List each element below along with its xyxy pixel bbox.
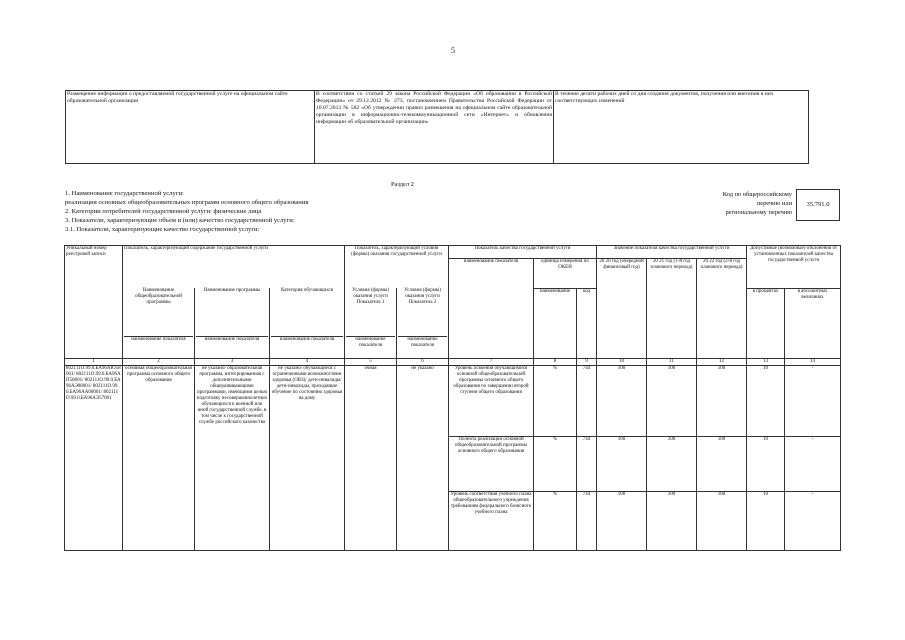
value-2-cell: 100 xyxy=(647,437,697,492)
unit-code-cell: 744 xyxy=(577,437,597,492)
info-content-cell: В соответствии со статьей 29 закона Российской Федерации «Об образовании в Российской Федерации» от 29.12.2012 № 273, постановлением Правительства Российской Федерации от 10.07.2013 № 582 «Об утверждении правил размещения на официальном сайте образовательной организации в информационно-телекоммуникационной сети «Интернет» и обновления информации об образовательной организации» xyxy=(315,91,554,164)
col-num: 8 xyxy=(534,359,577,366)
deviation-absolute-cell: - xyxy=(785,492,841,551)
col-num: 9 xyxy=(577,359,597,366)
header-row-2 xyxy=(65,258,841,288)
value-1-cell: 100 xyxy=(597,366,647,437)
line-2: реализация основных общеобразовательных программ основного общего образования xyxy=(65,199,309,206)
okpd-label xyxy=(650,190,792,217)
header-conditions: Показатель, характеризующий условия (формы) оказания государственной услуги xyxy=(345,246,449,259)
header-program-name: Наименование общеобразовательной программы наименование показателя xyxy=(123,288,195,359)
col-num: 7 xyxy=(449,359,534,366)
header-unique-number: Уникальный номер реестровой записи xyxy=(65,246,123,359)
deviation-percent-cell: 10 xyxy=(747,366,785,437)
col-num: 10 xyxy=(597,359,647,366)
header-category: Категория обучающихся наименование показателя xyxy=(270,288,345,359)
deviation-absolute-cell: - xyxy=(785,437,841,492)
header-year-2: 20 21 год (1-й год планового периода) xyxy=(647,258,697,359)
header-condition-1: Условия (формы) оказания услуги Показатель 1 наименование показателя xyxy=(345,288,397,359)
value-2-cell: 100 xyxy=(647,366,697,437)
info-frequency-cell: В течение десяти рабочих дней со дня создания документов, получения или внесения в них соответствующих изменений xyxy=(554,91,809,164)
header-absolute: в абсолютных величинах xyxy=(785,288,841,359)
header-values: Значение показателя качества государственной услуги xyxy=(597,246,747,259)
header-quality: Показатель качества государственной услуги xyxy=(449,246,597,259)
header-unit-code: код xyxy=(577,288,597,359)
line-5: 3.1. Показатели, характеризующие качество государственной услуги: xyxy=(65,226,260,233)
deviation-absolute-cell: - xyxy=(785,366,841,437)
okpd-label-line-2: перечню или xyxy=(756,200,792,207)
unit-code-cell: 744 xyxy=(577,492,597,551)
value-3-cell: 100 xyxy=(697,492,747,551)
header-content: Показатель, характеризующий содержание государственной услуги xyxy=(123,246,345,259)
service-description xyxy=(65,189,308,234)
unique-codes-cell: 802111О.99.0.БА96АЮ58001/ 802111О.99.0.БА96АП58001/ 802111О.99.0.БА96АЭ08001/ 802111О.99.0.БА96АА00001/ 802111О.99.0.БА96АЭ57001 xyxy=(65,366,123,551)
okpd-code-box: 35.791.0 xyxy=(796,189,840,221)
col-num: 6 xyxy=(397,359,449,366)
col-num: 3 xyxy=(195,359,270,366)
col-num: 5 xyxy=(345,359,397,366)
section-title: Раздел 2 xyxy=(391,181,414,188)
indicator-name-cell: Уровень освоения обучающимися основной общеобразовательной программы основного общего образования по завершении второй ступени общего образования xyxy=(449,366,534,437)
program-name-cell: основная общеобразовательная программа основного общего образования xyxy=(123,366,195,551)
line-3: 2. Категории потребителей государственной услуги: физические лица xyxy=(65,208,262,215)
header-program: Наименование программы наименование показателя xyxy=(195,288,270,359)
header-condition-2: Условия (формы) оказания услуги Показатель 2 наименование показателя xyxy=(397,288,449,359)
header-unit: единица измерения по ОКЕИ xyxy=(534,258,597,288)
page-number: 5 xyxy=(451,46,455,55)
col-num: 14 xyxy=(785,359,841,366)
col-num: 4 xyxy=(270,359,345,366)
header-indicator-name: наименование показателя xyxy=(449,258,534,359)
condition-2-cell: не указано xyxy=(397,366,449,551)
col-num: 11 xyxy=(647,359,697,366)
header-row-1 xyxy=(65,246,841,259)
unit-cell: % xyxy=(534,366,577,437)
header-year-3: 20 22 год (2-й год планового периода) xyxy=(697,258,747,359)
unit-code-cell: 744 xyxy=(577,366,597,437)
value-1-cell: 100 xyxy=(597,437,647,492)
value-2-cell: 100 xyxy=(647,492,697,551)
indicator-name-cell: Уровень соответствия учебного плана общеобразовательного учреждения требованиям федерального базисного учебного плана xyxy=(449,492,534,551)
deviation-percent-cell: 10 xyxy=(747,492,785,551)
header-unit-name: наименование xyxy=(534,288,577,359)
table-row xyxy=(66,91,809,164)
line-1: 1. Наименование государственной услуги: xyxy=(65,190,184,197)
okpd-label-line-1: Код по общероссийскому xyxy=(722,191,792,198)
category-cell: не указано/ обучающиеся с ограниченными возможностями здоровья (ОВЗ)/ дети-инвалиды/ дети-инвалиды, проходящие обучение по состоянию здоровья на дому xyxy=(270,366,345,551)
column-numbers-row xyxy=(65,359,841,366)
unit-cell: % xyxy=(534,437,577,492)
header-percent: в процентах xyxy=(747,288,785,359)
quality-indicators-table xyxy=(64,245,841,551)
program-cell: не указано/ образовательная программа, интегрированная с дополнительными общеразвивающими программами, имеющими целью подготовку несовершеннолетних обучающихся к военной или иной государственной службе, в том числе к государственной службе российского казачества xyxy=(195,366,270,551)
col-num: 2 xyxy=(123,359,195,366)
col-num: 1 xyxy=(65,359,123,366)
col-num: 13 xyxy=(747,359,785,366)
table-row xyxy=(65,366,841,437)
indicator-name-cell: Полнота реализации основной общеобразовательной программы основного общего образования xyxy=(449,437,534,492)
value-3-cell: 100 xyxy=(697,366,747,437)
unit-cell: % xyxy=(534,492,577,551)
okpd-label-line-3: региональному перечню xyxy=(725,209,792,216)
info-table xyxy=(65,90,809,164)
condition-1-cell: очная xyxy=(345,366,397,551)
value-1-cell: 100 xyxy=(597,492,647,551)
info-method-cell: Размещение информации о предоставляемой государственной услуге на официальном сайте образовательной организации xyxy=(66,91,315,164)
header-year-1: 20 20 год (очередной финансовый год) xyxy=(597,258,647,359)
value-3-cell: 100 xyxy=(697,437,747,492)
line-4: 3. Показатели, характеризующие объем и (или) качество государственной услуги: xyxy=(65,217,295,224)
deviation-percent-cell: 10 xyxy=(747,437,785,492)
col-num: 12 xyxy=(697,359,747,366)
header-deviation: Допустимые (возможные) отклонения от установленных показателей качества государственной услуги xyxy=(747,246,841,289)
